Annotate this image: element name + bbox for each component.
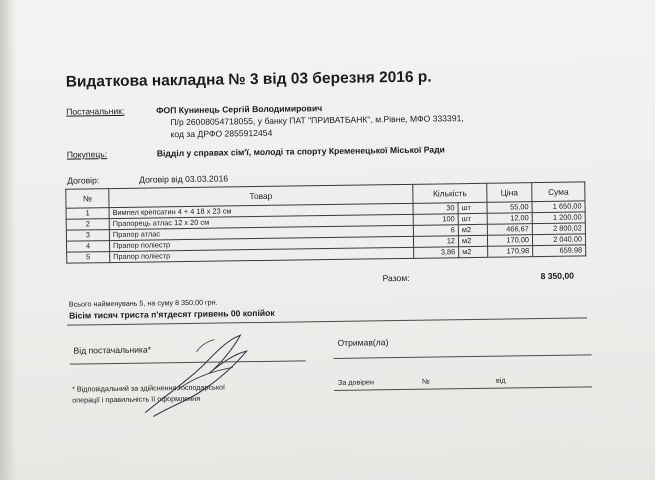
row-no: 1 — [66, 208, 109, 220]
header-no: № — [66, 189, 109, 209]
row-price: 170,98 — [488, 246, 533, 258]
header-price: Ціна — [487, 183, 532, 203]
supplier-code: код за ДРФО 2855912454 — [170, 127, 273, 140]
header-qty: Кількість — [413, 183, 487, 203]
received-label: Отримав(ла) — [337, 337, 389, 348]
trust-from: від — [495, 375, 506, 385]
header-sum: Сума — [532, 182, 585, 202]
row-unit: шт — [458, 213, 487, 224]
supplier-label: Постачальник: — [66, 105, 125, 117]
trust-no: № — [421, 376, 430, 386]
row-unit: м2 — [459, 246, 488, 257]
buyer-label: Покупець: — [66, 149, 108, 160]
row-price: 55,00 — [487, 202, 532, 214]
row-unit: м2 — [458, 224, 487, 235]
amount-in-words: Вісім тисяч триста п'ятдесят гривень 00 копійок — [68, 307, 275, 321]
buyer-name: Відділ у справах сім'ї, молоді та спорту Кременецької Міської Ради — [156, 144, 445, 159]
contract-value: Договір від 03.03.2016 — [139, 173, 229, 185]
trust-label: За довірен — [337, 377, 374, 387]
row-unit: м2 — [458, 235, 487, 246]
row-sum: 2 040,00 — [532, 234, 585, 246]
goods-table — [65, 181, 586, 263]
handwritten-signature-icon — [136, 331, 257, 423]
contract-label: Договір: — [67, 175, 100, 186]
footnote-line-2: операції і правильність її оформлення — [72, 393, 201, 405]
row-qty: 12 — [413, 236, 458, 248]
row-name: Прапор поліестр — [109, 236, 413, 251]
supplier-name: ФОП Кунинець Сергій Володимирович — [156, 103, 323, 116]
row-no: 4 — [66, 241, 109, 253]
row-no: 2 — [66, 219, 109, 231]
row-qty: 100 — [413, 214, 458, 226]
row-no: 3 — [66, 230, 109, 242]
row-qty: 3,86 — [414, 247, 459, 259]
receiver-signature-line — [334, 354, 592, 359]
row-name: Прапорець атлас 12 х 20 см — [109, 214, 413, 229]
row-qty: 6 — [413, 225, 458, 237]
row-price: 12,00 — [487, 213, 532, 225]
total-value: 8 350,00 — [540, 270, 575, 282]
from-supplier-label: Від постачальника* — [73, 344, 152, 356]
row-name: Прапор поліестр — [110, 247, 414, 262]
row-sum: 659,98 — [533, 245, 586, 257]
row-qty: 30 — [413, 203, 458, 215]
row-sum: 1 200,00 — [532, 212, 585, 224]
row-no: 5 — [67, 252, 110, 264]
row-name: Прапор атлас — [109, 225, 413, 240]
total-label: Разом: — [382, 272, 410, 284]
row-sum: 2 800,02 — [532, 223, 585, 235]
supplier-account: П/р 26008054718055, у банку ПАТ "ПРИВАТБАНК", м.Рівне, МФО 333391, — [170, 113, 464, 128]
row-price: 466,67 — [487, 224, 532, 236]
footnote-line-1: * Відповідальний за здійснення господарської — [71, 382, 226, 394]
row-unit: шт — [458, 202, 487, 213]
summary-line: Всього найменувань 5, на суму 8 350,00 грн. — [68, 297, 218, 309]
header-name: Товар — [109, 184, 413, 207]
row-name: Вимпел крепсатин 4 + 4 18 х 23 см — [109, 203, 413, 218]
row-sum: 1 650,00 — [532, 201, 585, 213]
row-price: 170,00 — [487, 235, 532, 247]
invoice-title: Видаткова накладна № 3 від 03 березня 2016 р. — [65, 68, 432, 91]
trust-line — [334, 386, 592, 391]
